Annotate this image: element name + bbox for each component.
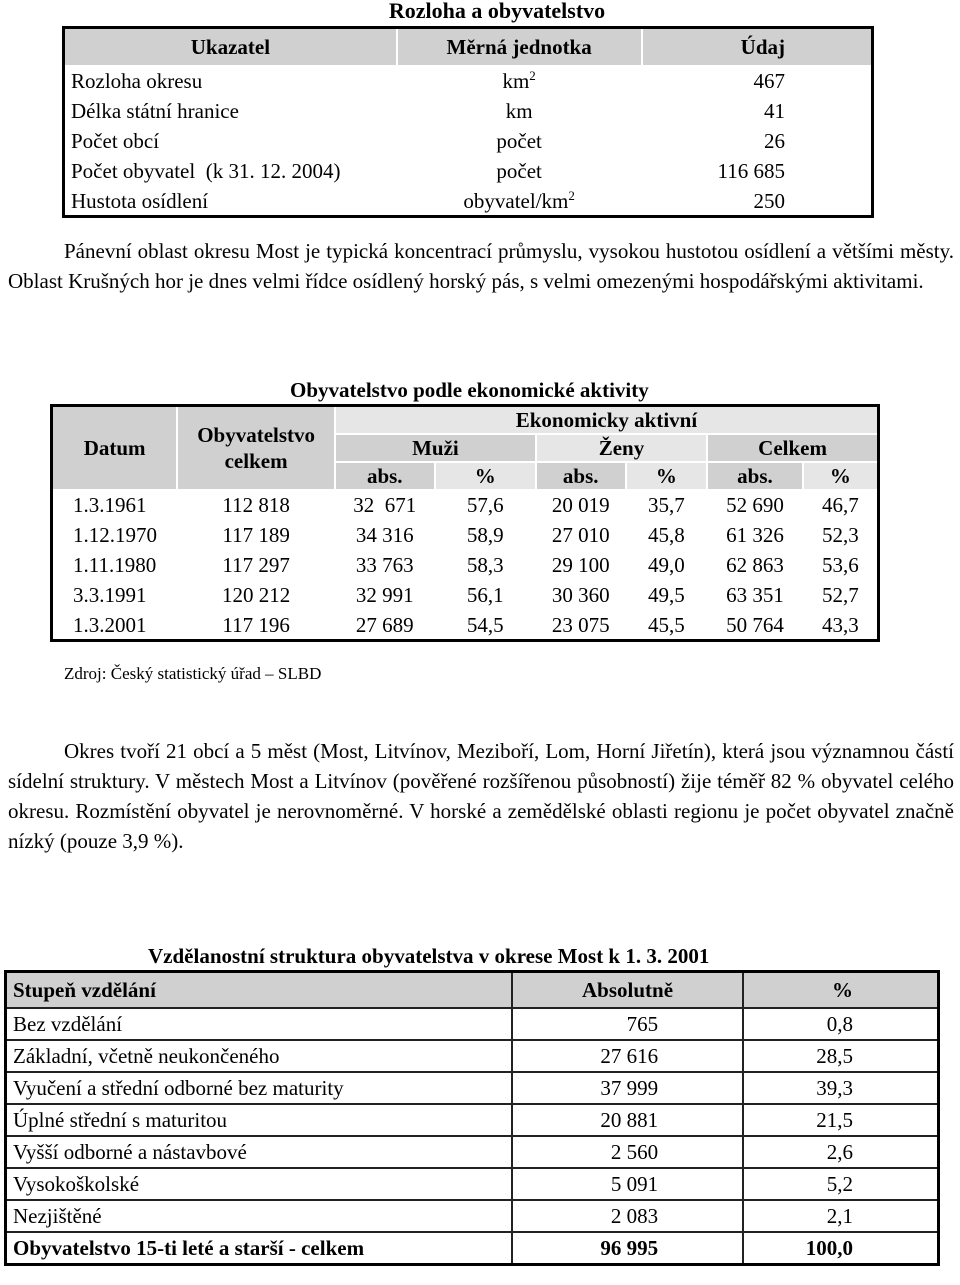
- table-row: [6, 1104, 939, 1136]
- col-header-women: Ženy: [536, 434, 707, 462]
- table-row: [64, 186, 873, 217]
- row-label: Úplné střední s maturitou: [6, 1104, 512, 1136]
- education-structure-table: [4, 970, 940, 1266]
- row-cell: 112 818: [177, 490, 335, 520]
- col-header-abs: abs.: [707, 462, 803, 490]
- row-label: Základní, včetně neukončeného: [6, 1040, 512, 1072]
- row-cell: 61 326: [707, 520, 803, 550]
- row-value: 116 685: [642, 156, 873, 186]
- row-unit: $km^2$: [397, 66, 642, 96]
- source-note: Zdroj: Český statistický úřad – SLBD: [64, 664, 322, 683]
- col-header-pct: %: [803, 462, 879, 490]
- col-header-pct: %: [626, 462, 708, 490]
- col-header-total: Celkem: [707, 434, 878, 462]
- table-row: [52, 610, 879, 641]
- col-header-absolute: Absolutně: [512, 972, 743, 1009]
- row-cell: 56,1: [435, 580, 536, 610]
- row-cell: 120 212: [177, 580, 335, 610]
- col-header-education-level: Stupeň vzdělání: [6, 972, 512, 1009]
- row-percent: 39,3: [743, 1072, 938, 1104]
- row-date: 3.3.1991: [52, 580, 178, 610]
- total-percent: 100,0: [743, 1232, 938, 1265]
- row-value: 467: [642, 66, 873, 96]
- row-value: 250: [642, 186, 873, 217]
- row-absolute: 2 083: [512, 1200, 743, 1232]
- area-population-table: [62, 26, 874, 218]
- paragraph-settlement-structure: Okres tvoří 21 obcí a 5 měst (Most, Litvínov, Meziboří, Lom, Horní Jiřetín), která jsou významnou částí sídelní struktury. V městech Most a Litvínov (pověřené rozšířenou působností) žije téměř 82 % obyvatel celého okresu. Rozmístění obyvatel je nerovnoměrné. V horské a zemědělské oblasti regionu je počet obyvatel značně nízký (pouze 3,9 %).: [8, 739, 954, 853]
- row-cell: 57,6: [435, 490, 536, 520]
- row-cell: 117 189: [177, 520, 335, 550]
- row-cell: 33 763: [335, 550, 435, 580]
- row-unit: km: [397, 96, 642, 126]
- row-absolute: 765: [512, 1008, 743, 1040]
- table-row: [6, 1072, 939, 1104]
- total-absolute: 96 995: [512, 1232, 743, 1265]
- table-row: [64, 66, 873, 96]
- row-cell: 49,0: [626, 550, 708, 580]
- section2-title: Obyvatelstvo podle ekonomické aktivity: [290, 378, 649, 402]
- row-date: 1.3.1961: [52, 490, 178, 520]
- row-absolute: 27 616: [512, 1040, 743, 1072]
- table-row: [52, 490, 879, 520]
- col-header-unit: Měrná jednotka: [397, 28, 642, 67]
- row-cell: 49,5: [626, 580, 708, 610]
- col-header-abs: abs.: [335, 462, 435, 490]
- row-unit: počet: [397, 126, 642, 156]
- row-cell: 62 863: [707, 550, 803, 580]
- row-value: 41: [642, 96, 873, 126]
- row-absolute: 5 091: [512, 1168, 743, 1200]
- row-percent: 5,2: [743, 1168, 938, 1200]
- row-label: Počet obyvatel (k 31. 12. 2004): [64, 156, 397, 186]
- col-header-value: Údaj: [642, 28, 873, 67]
- table-row: [52, 520, 879, 550]
- row-percent: 0,8: [743, 1008, 938, 1040]
- col-header-men: Muži: [335, 434, 536, 462]
- row-cell: 58,3: [435, 550, 536, 580]
- row-percent: 28,5: [743, 1040, 938, 1072]
- row-cell: 32 991: [335, 580, 435, 610]
- table-row: [6, 1040, 939, 1072]
- table-row: [64, 96, 873, 126]
- row-cell: 54,5: [435, 610, 536, 641]
- table-row: [6, 1200, 939, 1232]
- row-label: Bez vzdělání: [6, 1008, 512, 1040]
- row-unit: obyvatel/$km^2$: [397, 186, 642, 217]
- table-row: [6, 1136, 939, 1168]
- row-label: Vyšší odborné a nástavbové: [6, 1136, 512, 1168]
- row-absolute: 37 999: [512, 1072, 743, 1104]
- row-cell: 43,3: [803, 610, 879, 641]
- row-cell: 46,7: [803, 490, 879, 520]
- col-header-pct: %: [435, 462, 536, 490]
- row-cell: 58,9: [435, 520, 536, 550]
- row-date: 1.11.1980: [52, 550, 178, 580]
- row-cell: 117 297: [177, 550, 335, 580]
- paragraph-region-description: Pánevní oblast okresu Most je typická koncentrací průmyslu, vysokou hustotou osídlení a většími městy. Oblast Krušných hor je dnes velmi řídce osídlený horský pás, s velmi omezenými hospodářskými aktivitami.: [8, 239, 954, 293]
- table-row: [6, 1168, 939, 1200]
- row-cell: 29 100: [536, 550, 626, 580]
- row-cell: 34 316: [335, 520, 435, 550]
- col-header-percent: %: [743, 972, 938, 1009]
- table-row: [52, 580, 879, 610]
- row-absolute: 2 560: [512, 1136, 743, 1168]
- table-row: [64, 156, 873, 186]
- row-label: Rozloha okresu: [64, 66, 397, 96]
- table-header-row: [6, 972, 939, 1009]
- row-cell: 20 019: [536, 490, 626, 520]
- section1-title: Rozloha a obyvatelstvo: [388, 0, 606, 23]
- col-header-population-total: Obyvatelstvo celkem: [177, 406, 335, 491]
- col-header-date: Datum: [52, 406, 178, 491]
- economic-activity-table: [50, 404, 880, 642]
- row-percent: 21,5: [743, 1104, 938, 1136]
- row-absolute: 20 881: [512, 1104, 743, 1136]
- row-cell: 52 690: [707, 490, 803, 520]
- row-label: Hustota osídlení: [64, 186, 397, 217]
- total-label: Obyvatelstvo 15-ti leté a starší - celkem: [6, 1232, 512, 1265]
- table-header-row: [64, 28, 873, 67]
- row-cell: 63 351: [707, 580, 803, 610]
- row-cell: 52,7: [803, 580, 879, 610]
- row-cell: 32 671: [335, 490, 435, 520]
- row-label: Nezjištěné: [6, 1200, 512, 1232]
- col-header-indicator: Ukazatel: [64, 28, 397, 67]
- row-label: Vyučení a střední odborné bez maturity: [6, 1072, 512, 1104]
- row-cell: 52,3: [803, 520, 879, 550]
- row-label: Délka státní hranice: [64, 96, 397, 126]
- table-total-row: [6, 1232, 939, 1265]
- table-row: [64, 126, 873, 156]
- row-unit: počet: [397, 156, 642, 186]
- row-cell: 27 689: [335, 610, 435, 641]
- row-cell: 53,6: [803, 550, 879, 580]
- table-row: [52, 550, 879, 580]
- row-label: Vysokoškolské: [6, 1168, 512, 1200]
- row-label: Počet obcí: [64, 126, 397, 156]
- row-cell: 27 010: [536, 520, 626, 550]
- row-percent: 2,1: [743, 1200, 938, 1232]
- row-cell: 45,8: [626, 520, 708, 550]
- row-cell: 50 764: [707, 610, 803, 641]
- row-cell: 45,5: [626, 610, 708, 641]
- row-value: 26: [642, 126, 873, 156]
- row-percent: 2,6: [743, 1136, 938, 1168]
- col-header-economically-active: Ekonomicky aktivní: [335, 406, 879, 435]
- row-cell: 117 196: [177, 610, 335, 641]
- col-header-abs: abs.: [536, 462, 626, 490]
- table-row: [6, 1008, 939, 1040]
- row-date: 1.12.1970: [52, 520, 178, 550]
- row-cell: 35,7: [626, 490, 708, 520]
- row-date: 1.3.2001: [52, 610, 178, 641]
- section3-title: Vzdělanostní struktura obyvatelstva v okrese Most k 1. 3. 2001: [148, 944, 710, 968]
- row-cell: 30 360: [536, 580, 626, 610]
- row-cell: 23 075: [536, 610, 626, 641]
- table-header-row: [52, 406, 879, 435]
